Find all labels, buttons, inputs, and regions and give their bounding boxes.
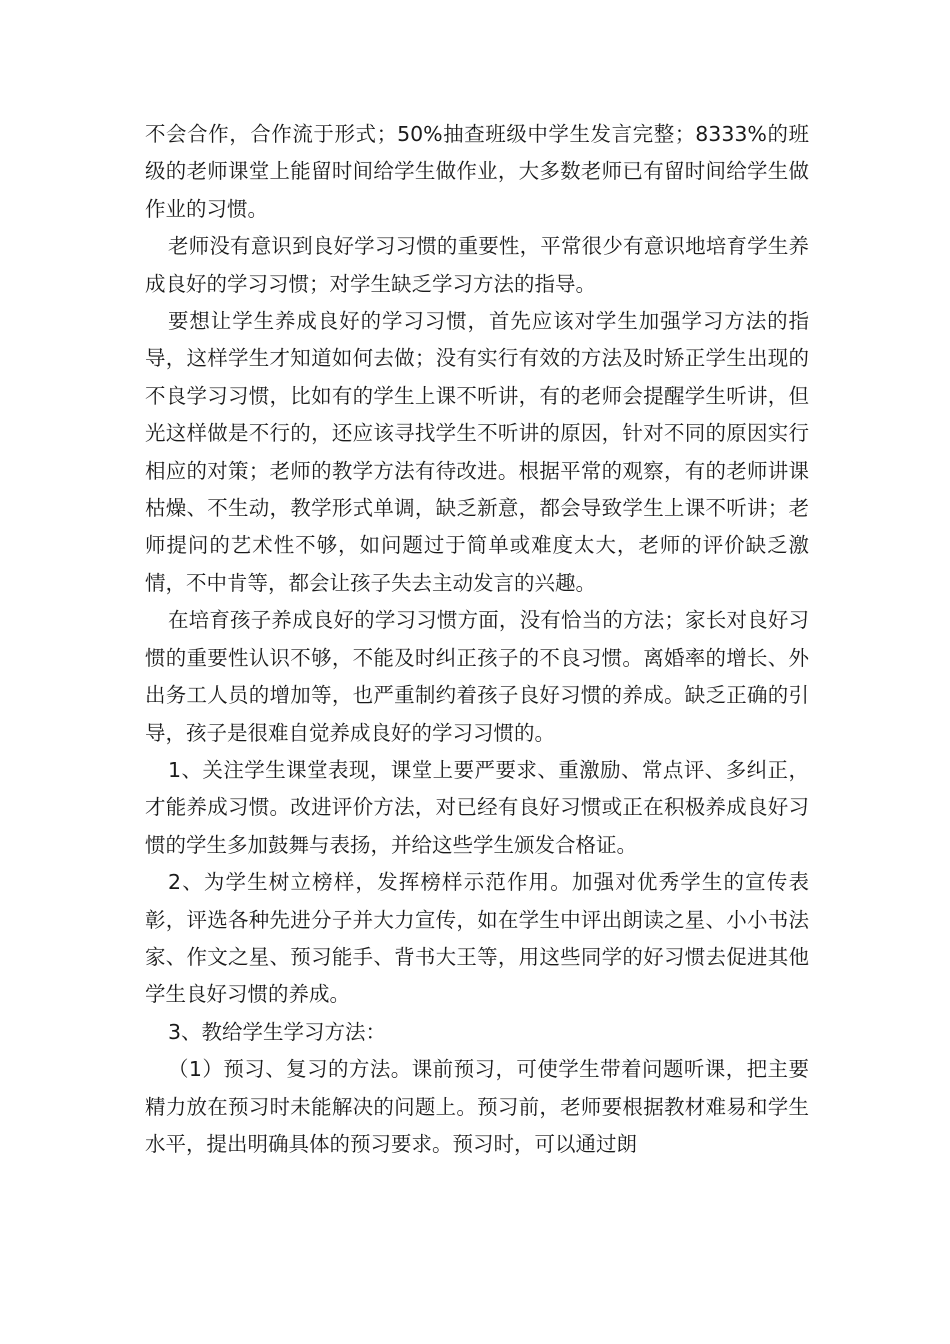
paragraph: 要想让学生养成良好的学习习惯，首先应该对学生加强学习方法的指导，这样学生才知道如何去做；没有实行有效的方法及时矫正学生出现的不良学习习惯，比如有的学生上课不听讲，有的老师会提醒学生听讲，但光这样做是不行的，还应该寻找学生不听讲的原因，针对不同的原因实行相应的对策；老师的教学方法有待改进。根据平常的观察，有的老师讲课枯燥、不生动，教学形式单调，缺乏新意，都会导致学生上课不听讲；老师提问的艺术性不够，如问题过于简单或难度太大，老师的评价缺乏激情，不中肯等，都会让孩子失去主动发言的兴趣。	[145, 309, 809, 595]
numbered-paragraph: 2、为学生树立榜样，发挥榜样示范作用。加强对优秀学生的宣传表彰，评选各种先进分子并大力宣传，如在学生中评出朗读之星、小小书法家、作文之星、预习能手、背书大王等，用这些同学的好习惯去促进其他学生良好习惯的养成。	[145, 870, 809, 1007]
paragraph: 不会合作，合作流于形式；50%抽查班级中学生发言完整；8333%的班级的老师课堂上能留时间给学生做作业，大多数老师已有留时间给学生做作业的习惯。	[145, 122, 809, 221]
document-body	[145, 116, 809, 1163]
sub-numbered-paragraph: （1）预习、复习的方法。课前预习，可使学生带着问题听课，把主要精力放在预习时未能解决的问题上。预习前，老师要根据教材难易和学生水平，提出明确具体的预习要求。预习时，可以通过朗	[145, 1057, 809, 1156]
paragraph: 在培育孩子养成良好的学习习惯方面，没有恰当的方法；家长对良好习惯的重要性认识不够，不能及时纠正孩子的不良习惯。离婚率的增长、外出务工人员的增加等，也严重制约着孩子良好习惯的养成。缺乏正确的引导，孩子是很难自觉养成良好的学习习惯的。	[145, 608, 809, 745]
paragraph: 老师没有意识到良好学习习惯的重要性，平常很少有意识地培育学生养成良好的学习习惯；对学生缺乏学习方法的指导。	[145, 234, 809, 296]
numbered-paragraph: 3、教给学生学习方法：	[168, 1019, 387, 1044]
numbered-paragraph: 1、关注学生课堂表现，课堂上要严要求、重激励、常点评、多纠正，才能养成习惯。改进评价方法，对已经有良好习惯或正在积极养成良好习惯的学生多加鼓舞与表扬，并给这些学生颁发合格证。	[145, 757, 809, 857]
